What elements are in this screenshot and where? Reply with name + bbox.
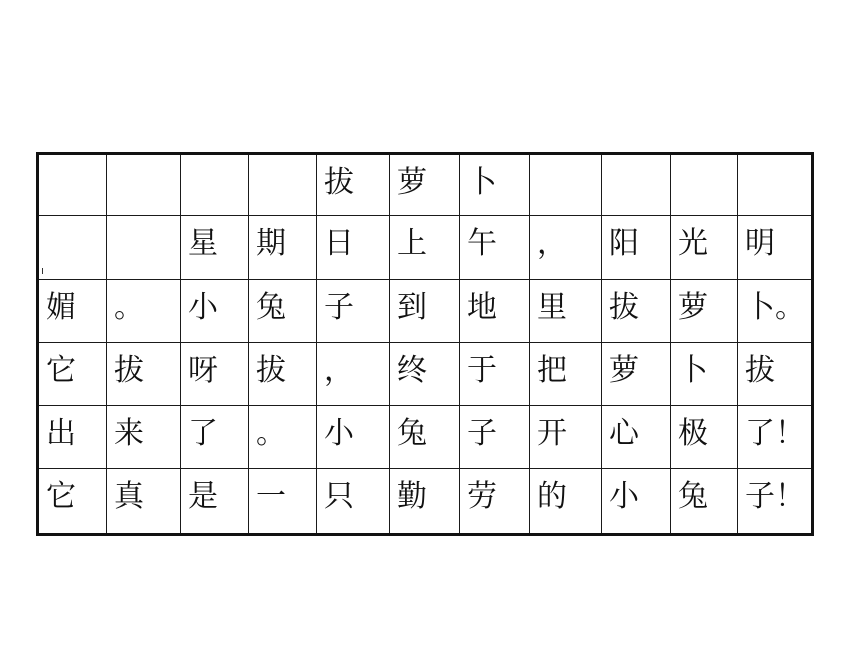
grid-cell-text (602, 155, 670, 165)
grid-cell (38, 216, 107, 280)
grid-cell-text: 拔 (324, 165, 354, 200)
grid-cell (602, 343, 671, 406)
grid-cell (317, 343, 390, 406)
grid-cell-text: 了 (188, 416, 218, 451)
grid-cell-text: 来 (114, 416, 144, 451)
grid-cell-text: 。 (114, 290, 144, 325)
grid-cell-text (530, 155, 601, 165)
grid-cell-text: 真 (114, 479, 144, 514)
grid-cell (671, 154, 738, 216)
grid-cell-text: 萝 (609, 353, 639, 388)
grid-cell (671, 280, 738, 343)
grid-cell-text: 小 (609, 479, 639, 514)
grid-cell-text (671, 155, 737, 165)
grid-cell (317, 216, 390, 280)
grid-cell (602, 216, 671, 280)
grid-cell (602, 280, 671, 343)
grid-row (38, 406, 813, 469)
grid-cell-text: 子 (324, 290, 354, 325)
grid-cell-text: 它 (46, 353, 76, 388)
grid-cell-text: 卜 (467, 165, 497, 200)
grid-cell (460, 343, 530, 406)
stray-tick-mark (42, 268, 43, 274)
grid-cell (38, 406, 107, 469)
grid-cell-text: 极 (678, 416, 708, 451)
grid-cell (107, 343, 181, 406)
grid-row (38, 343, 813, 406)
grid-cell-text: 星 (188, 226, 218, 261)
grid-cell-text: 兔 (678, 479, 708, 514)
grid-cell-text: 兔 (256, 290, 286, 325)
grid-cell (530, 216, 602, 280)
grid-cell-text: 明 (745, 226, 775, 261)
grid-cell (390, 343, 460, 406)
grid-row (38, 216, 813, 280)
grid-cell-text: 出 (46, 416, 76, 451)
grid-cell-text: 媚 (46, 290, 76, 325)
grid-cell-text: 里 (537, 290, 567, 325)
grid-cell-text: 。 (256, 416, 286, 451)
grid-cell (181, 406, 249, 469)
grid-cell (38, 343, 107, 406)
grid-cell (107, 469, 181, 535)
grid-row (38, 154, 813, 216)
grid-cell-text: 地 (467, 290, 497, 325)
grid-cell (317, 154, 390, 216)
grid-cell-text (107, 155, 180, 165)
grid-cell-text: 期 (256, 226, 286, 261)
grid-cell-text: 心 (609, 416, 639, 451)
grid-cell-text (39, 155, 106, 165)
grid-cell-text: 劳 (467, 479, 497, 514)
grid-cell-text: 小 (324, 416, 354, 451)
grid-cell-text: 于 (467, 353, 497, 388)
grid-cell (38, 469, 107, 535)
grid-cell-text: 上 (397, 226, 427, 261)
grid-cell (530, 154, 602, 216)
grid-cell (671, 469, 738, 535)
grid-cell-text: 拔 (745, 353, 775, 388)
grid-cell (249, 216, 317, 280)
grid-cell (460, 154, 530, 216)
grid-cell-text (181, 155, 248, 165)
grid-cell (738, 154, 813, 216)
grid-cell-text: 勤 (397, 479, 427, 514)
grid-cell-text: 光 (678, 226, 708, 261)
grid-cell-text: 萝 (397, 165, 427, 200)
grid-cell (107, 216, 181, 280)
grid-cell (317, 469, 390, 535)
grid-cell-text: 是 (188, 479, 218, 514)
grid-cell (390, 216, 460, 280)
grid-cell (602, 154, 671, 216)
grid-cell (317, 406, 390, 469)
grid-cell (249, 154, 317, 216)
grid-cell (530, 406, 602, 469)
grid-cell (390, 154, 460, 216)
grid-cell (671, 216, 738, 280)
grid-cell-text: 卜。 (745, 290, 805, 325)
grid-cell (602, 406, 671, 469)
grid-cell-text: ， (537, 226, 567, 261)
grid-cell-text: 子 (467, 416, 497, 451)
grid-cell (107, 280, 181, 343)
grid-cell-text: 呀 (188, 353, 218, 388)
grid-cell-text: 兔 (397, 416, 427, 451)
grid-cell (738, 343, 813, 406)
grid-cell (249, 343, 317, 406)
grid-cell-text: 午 (467, 226, 497, 261)
grid-cell (671, 406, 738, 469)
grid-cell (530, 343, 602, 406)
grid-cell (107, 154, 181, 216)
grid-cell (249, 280, 317, 343)
grid-cell-text: 一 (256, 479, 286, 514)
grid-cell (181, 154, 249, 216)
writing-grid-table (36, 152, 814, 536)
grid-cell (602, 469, 671, 535)
grid-cell (738, 469, 813, 535)
grid-cell (460, 280, 530, 343)
grid-cell (738, 216, 813, 280)
grid-cell (530, 280, 602, 343)
grid-cell-text: 它 (46, 479, 76, 514)
grid-cell-text (249, 155, 316, 165)
grid-cell (390, 406, 460, 469)
grid-cell-text (39, 216, 106, 226)
grid-cell (460, 406, 530, 469)
grid-cell-text (107, 216, 180, 226)
grid-cell-text: 日 (324, 226, 354, 261)
grid-cell-text: ， (324, 353, 354, 388)
grid-cell (530, 469, 602, 535)
grid-cell (181, 216, 249, 280)
grid-cell-text: 拔 (256, 353, 286, 388)
grid-cell (249, 406, 317, 469)
grid-cell (671, 343, 738, 406)
grid-cell-text: 把 (537, 353, 567, 388)
grid-cell-text: 了！ (745, 416, 805, 451)
grid-cell (460, 469, 530, 535)
grid-cell-text (738, 155, 811, 165)
grid-cell (181, 343, 249, 406)
grid-cell-text: 开 (537, 416, 567, 451)
grid-cell-text: 到 (397, 290, 427, 325)
grid-cell (390, 469, 460, 535)
grid-row (38, 280, 813, 343)
grid-cell-text: 拔 (114, 353, 144, 388)
grid-body (38, 154, 813, 535)
grid-cell-text: 终 (397, 353, 427, 388)
grid-cell-text: 拔 (609, 290, 639, 325)
grid-cell (38, 154, 107, 216)
grid-cell (181, 280, 249, 343)
grid-cell-text: 的 (537, 479, 567, 514)
grid-cell (390, 280, 460, 343)
grid-cell (107, 406, 181, 469)
grid-cell-text: 萝 (678, 290, 708, 325)
grid-cell (317, 280, 390, 343)
grid-cell (738, 406, 813, 469)
grid-cell (738, 280, 813, 343)
grid-cell-text: 子！ (745, 479, 805, 514)
grid-row (38, 469, 813, 535)
grid-cell (460, 216, 530, 280)
grid-cell-text: 阳 (609, 226, 639, 261)
grid-cell (181, 469, 249, 535)
grid-cell (38, 280, 107, 343)
grid-cell (249, 469, 317, 535)
grid-cell-text: 卜 (678, 353, 708, 388)
grid-cell-text: 小 (188, 290, 218, 325)
grid-cell-text: 只 (324, 479, 354, 514)
